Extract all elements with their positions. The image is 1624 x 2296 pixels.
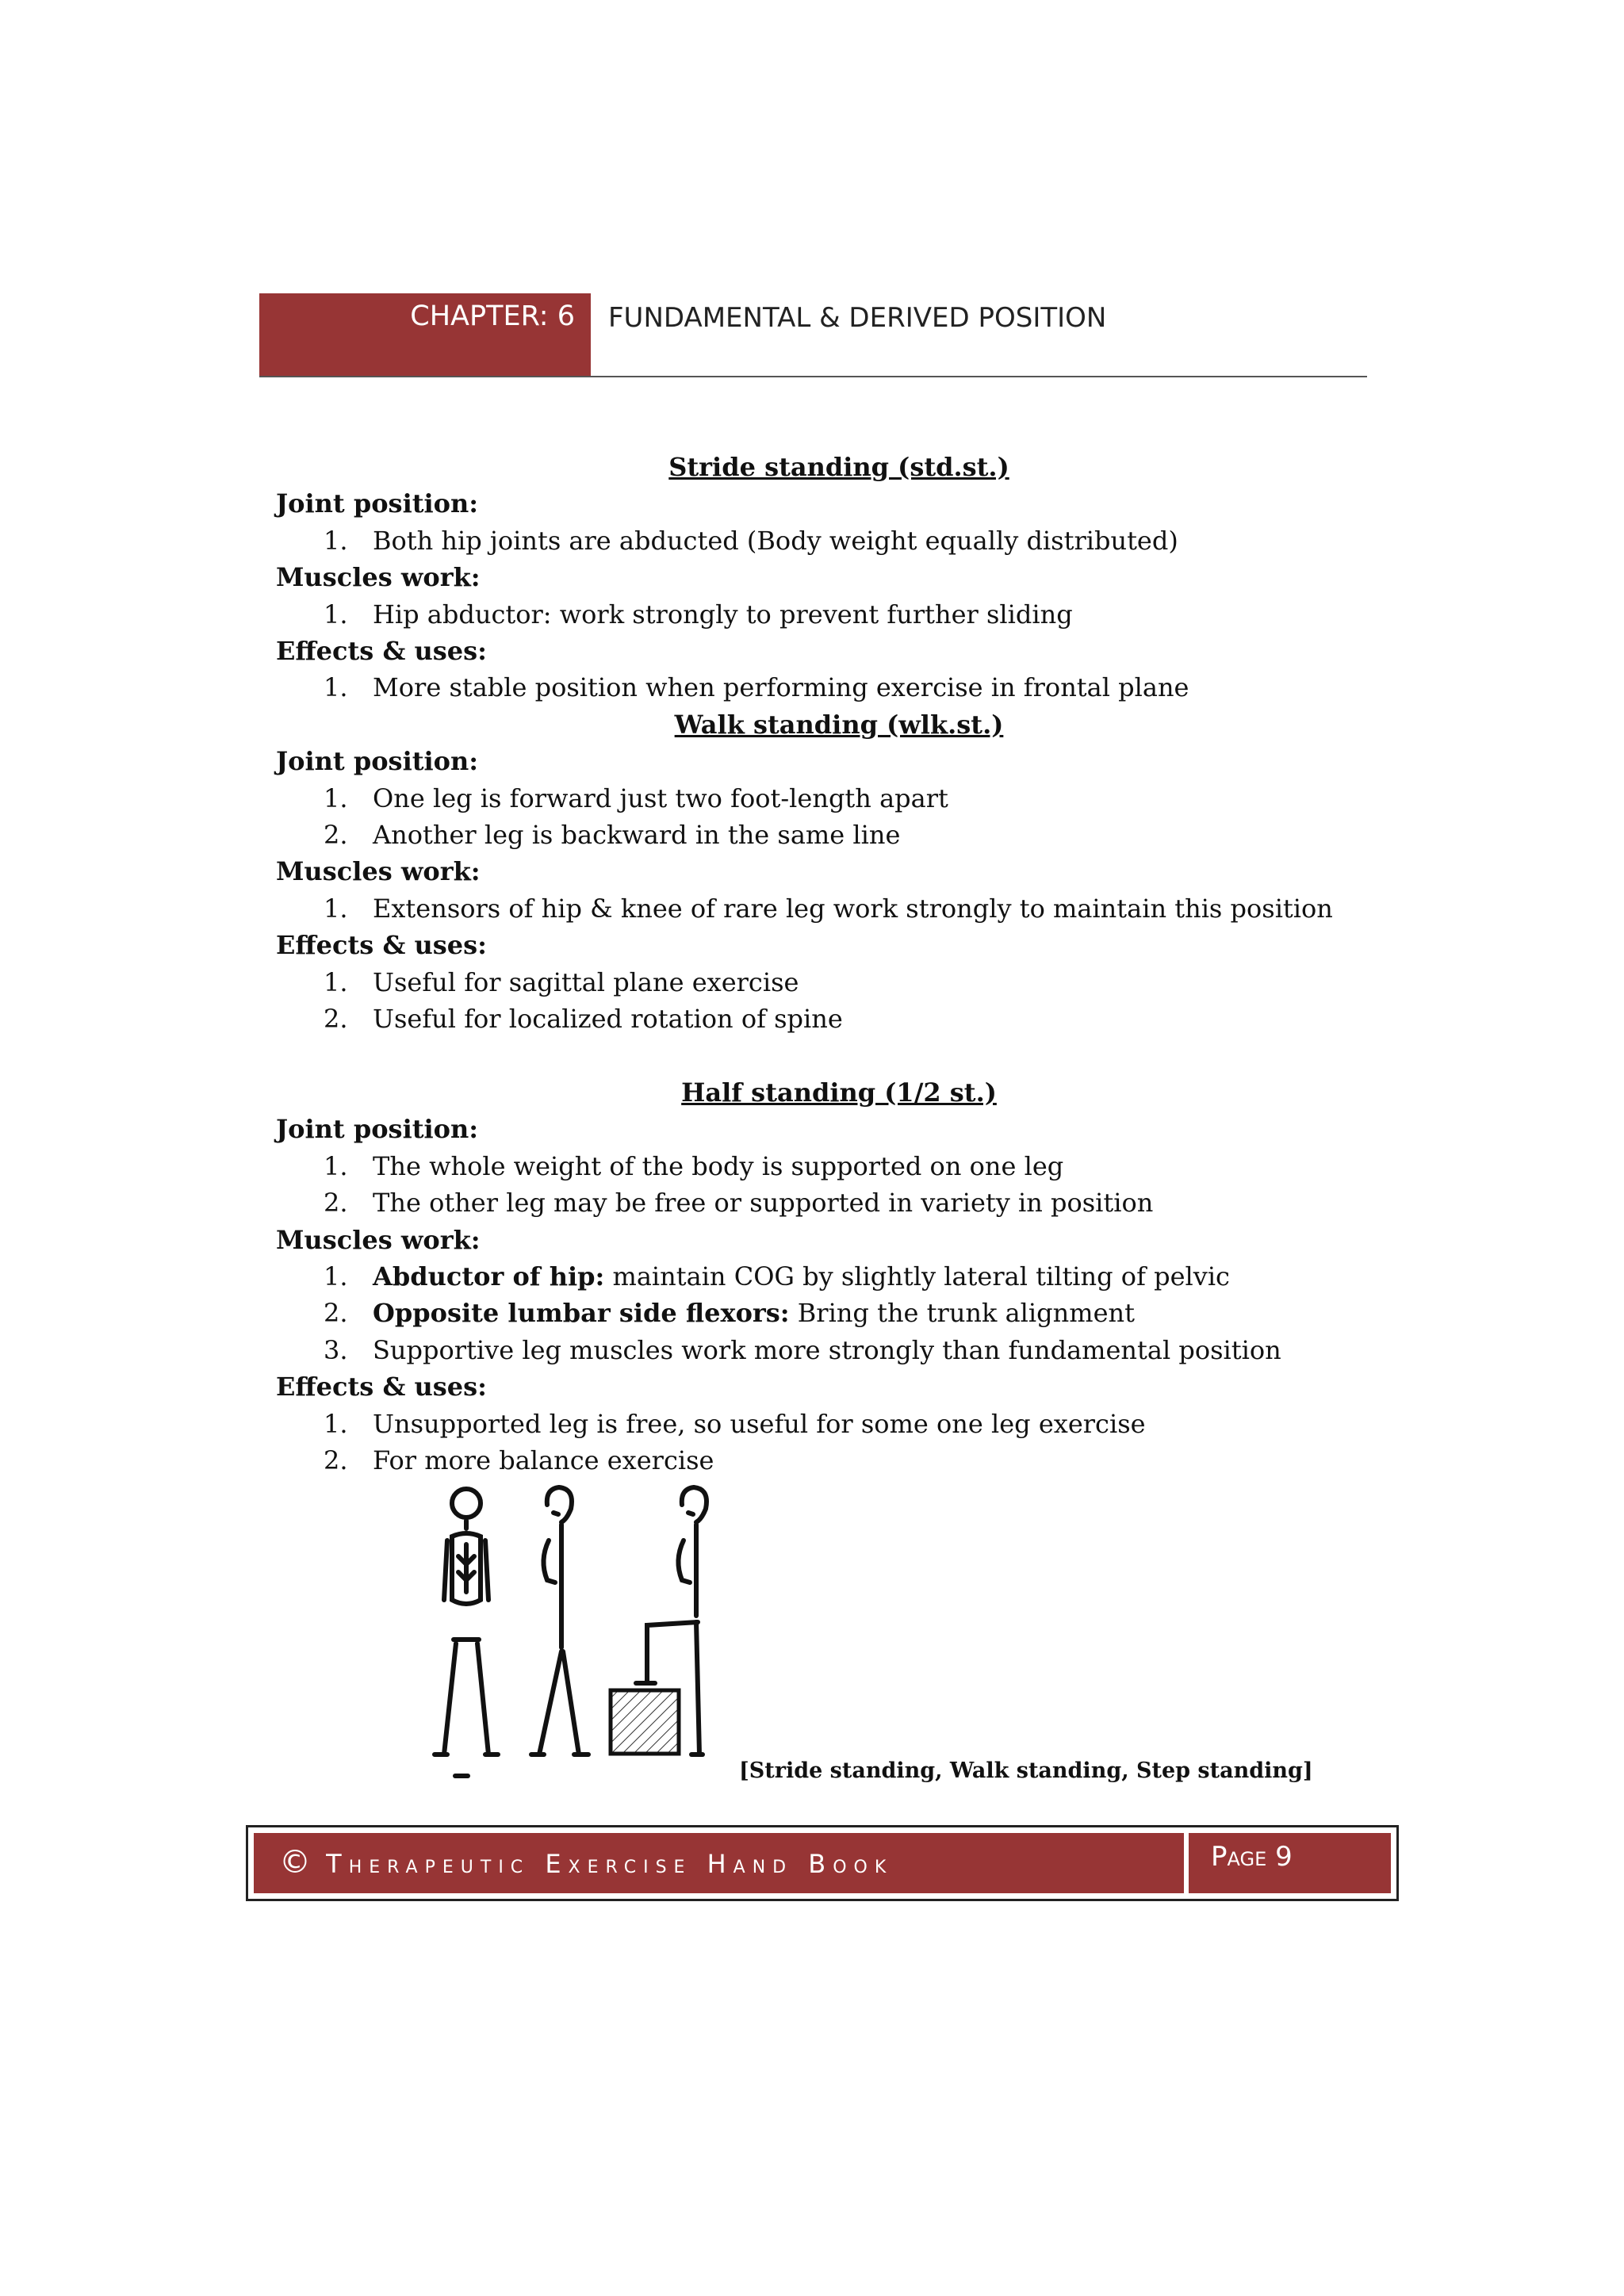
list-item xyxy=(276,669,1354,706)
main-content xyxy=(276,449,1354,1479)
step-box xyxy=(611,1690,679,1754)
list-item-text: Extensors of hip & knee of rare leg work strongly to maintain this position xyxy=(373,893,1333,924)
page-footer xyxy=(246,1825,1399,1901)
list-item xyxy=(276,1442,1354,1479)
chapter-title: FUNDAMENTAL & DERIVED POSITION xyxy=(608,302,1107,334)
list-item-text: maintain COG by slightly lateral tilting of pelvic xyxy=(604,1261,1230,1292)
list-item xyxy=(276,1001,1354,1037)
list-item-text: One leg is forward just two foot-length apart xyxy=(373,783,948,813)
header-divider xyxy=(259,376,1367,377)
list-number: 1. xyxy=(324,599,348,629)
joint-position-label: Joint position: xyxy=(276,1114,479,1145)
muscles-work-label: Muscles work: xyxy=(276,562,481,593)
list-number: 2. xyxy=(324,820,348,851)
spacer xyxy=(276,1038,1354,1074)
list-item xyxy=(276,1332,1354,1368)
list-item-text: The whole weight of the body is supported on one leg xyxy=(373,1150,1064,1181)
list-number: 3. xyxy=(324,1334,348,1365)
list-item-text: The other leg may be free or supported in variety in position xyxy=(373,1188,1154,1219)
list-item xyxy=(276,1406,1354,1442)
joint-position-label: Joint position: xyxy=(276,488,479,519)
list-item xyxy=(276,780,1354,817)
list-item xyxy=(276,1184,1354,1221)
muscles-work-label: Muscles work: xyxy=(276,856,481,887)
page-number: Page 9 xyxy=(1189,1833,1391,1893)
list-item-text: For more balance exercise xyxy=(373,1445,714,1475)
list-item-text: Both hip joints are abducted (Body weight equally distributed) xyxy=(373,525,1178,556)
section-title-stride-standing: Stride standing (std.st.) xyxy=(668,452,1009,482)
list-item-text: Useful for sagittal plane exercise xyxy=(373,966,799,997)
list-number: 2. xyxy=(324,1445,348,1475)
list-item-text: More stable position when performing exercise in frontal plane xyxy=(373,672,1189,703)
list-item xyxy=(276,1148,1354,1184)
list-item xyxy=(276,890,1354,927)
list-item xyxy=(276,817,1354,853)
list-number: 2. xyxy=(324,1004,348,1035)
figure-caption: [Stride standing, Walk standing, Step standing] xyxy=(739,1758,1313,1783)
chapter-label: CHAPTER: 6 xyxy=(259,293,591,377)
effects-uses-label: Effects & uses: xyxy=(276,930,487,961)
list-number: 1. xyxy=(324,783,348,813)
walk-standing-figure xyxy=(531,1487,588,1755)
effects-uses-label: Effects & uses: xyxy=(276,1372,487,1402)
list-item xyxy=(276,964,1354,1001)
joint-position-label: Joint position: xyxy=(276,746,479,777)
book-title: Therapeutic Exercise Hand Book xyxy=(326,1849,894,1879)
list-item-text: Supportive leg muscles work more strongly than fundamental position xyxy=(373,1334,1281,1365)
list-item-bold-term: Abductor of hip: xyxy=(373,1261,605,1292)
list-item-text: Another leg is backward in the same line xyxy=(373,820,901,851)
list-number: 1. xyxy=(324,672,348,703)
list-item xyxy=(276,596,1354,633)
stick-figures-illustration xyxy=(412,1481,730,1782)
list-number: 2. xyxy=(324,1188,348,1219)
list-item-text: Bring the trunk alignment xyxy=(789,1298,1135,1329)
list-item-text: Useful for localized rotation of spine xyxy=(373,1004,843,1035)
list-item-text: Hip abductor: work strongly to prevent further sliding xyxy=(373,599,1073,629)
stride-standing-figure xyxy=(435,1489,498,1776)
muscles-work-label: Muscles work: xyxy=(276,1224,481,1255)
list-item-bold-term: Opposite lumbar side flexors: xyxy=(373,1298,790,1329)
effects-uses-label: Effects & uses: xyxy=(276,636,487,667)
list-number: 1. xyxy=(324,1261,348,1292)
section-title-walk-standing: Walk standing (wlk.st.) xyxy=(674,709,1004,740)
section-title-half-standing: Half standing (1/2 st.) xyxy=(681,1077,997,1108)
page-header xyxy=(259,293,1367,377)
footer-book-title xyxy=(254,1833,1184,1893)
list-number: 1. xyxy=(324,966,348,997)
copyright-icon: © xyxy=(279,1844,311,1881)
list-number: 1. xyxy=(324,1150,348,1181)
list-item xyxy=(276,1258,1354,1295)
list-item-text: Unsupported leg is free, so useful for some one leg exercise xyxy=(373,1408,1146,1439)
list-number: 1. xyxy=(324,1408,348,1439)
list-number: 1. xyxy=(324,525,348,556)
list-item xyxy=(276,1295,1354,1331)
list-number: 1. xyxy=(324,893,348,924)
list-number: 2. xyxy=(324,1298,348,1329)
list-item xyxy=(276,522,1354,559)
